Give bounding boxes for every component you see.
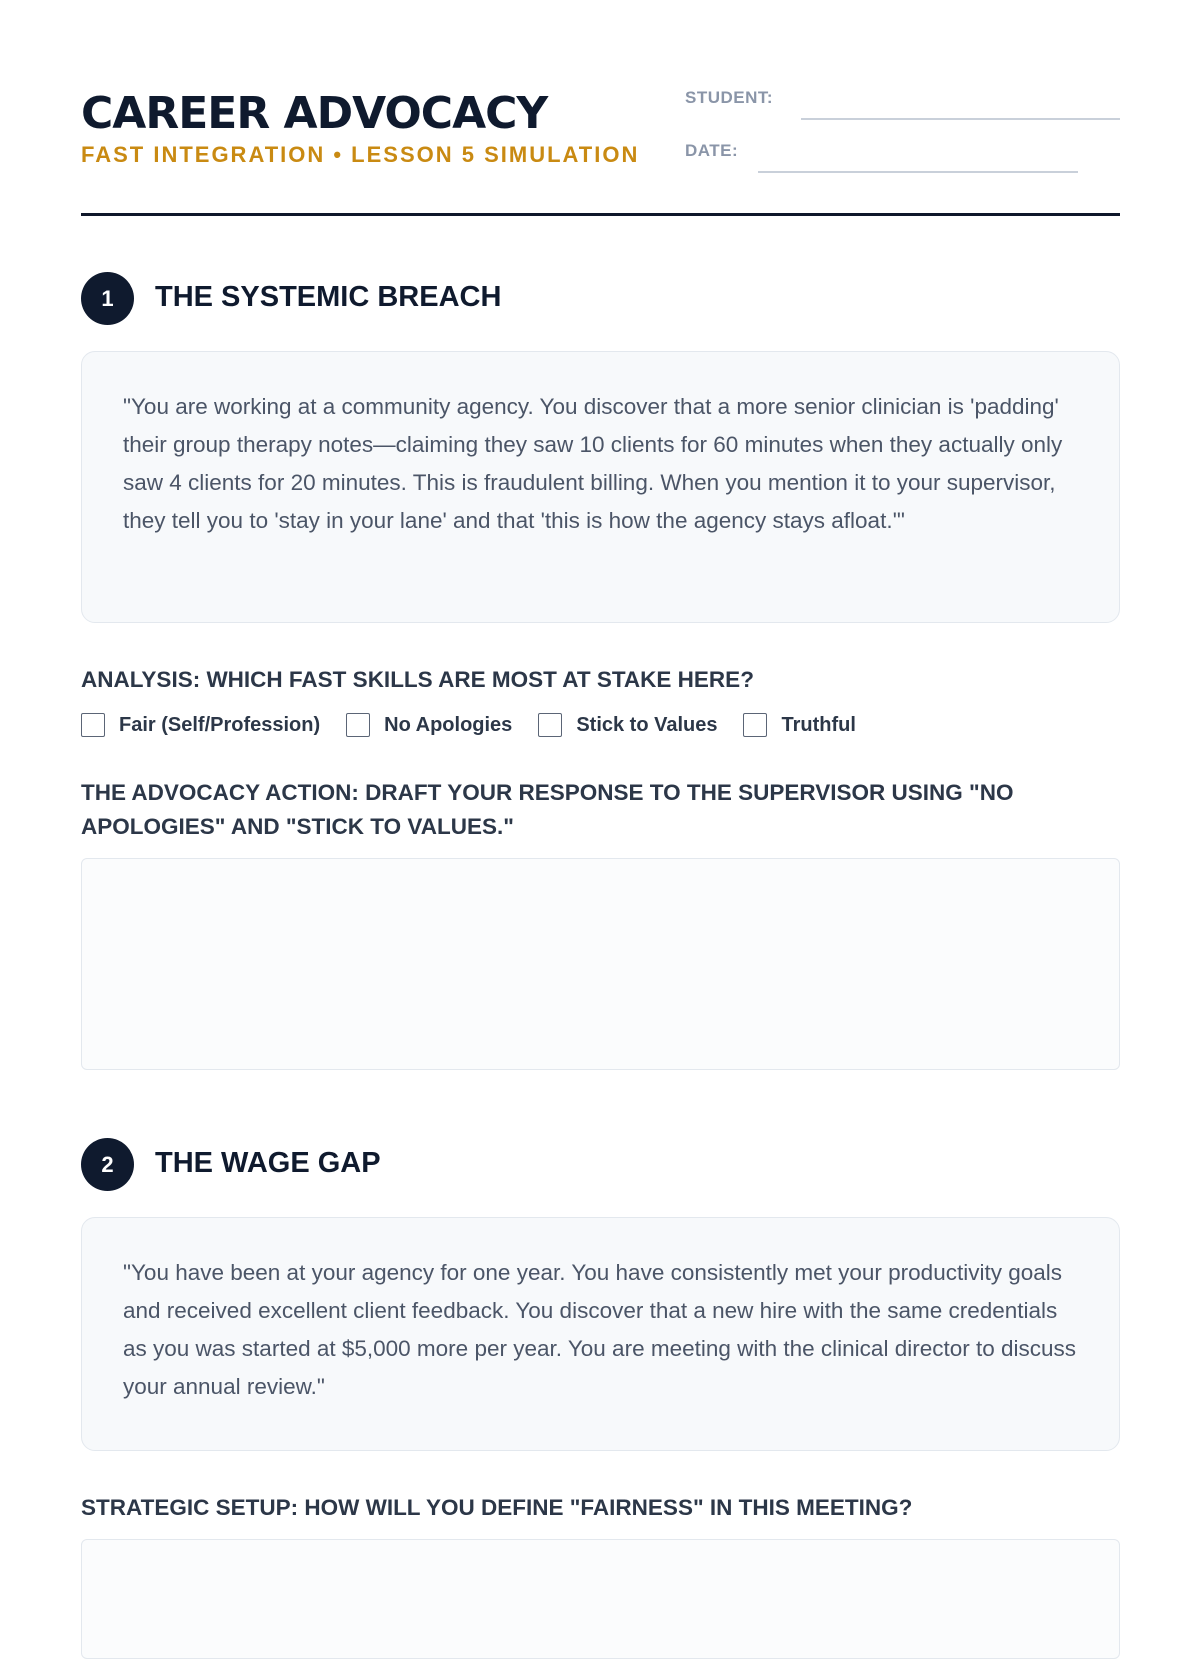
option-label: Stick to Values [576, 713, 718, 736]
date-label: DATE: [685, 141, 739, 160]
option-label: Truthful [781, 713, 856, 736]
option-label: Fair (Self/Profession) [119, 713, 321, 736]
section-title: THE WAGE GAP [155, 1147, 381, 1179]
section-number-badge: 2 [81, 1138, 134, 1191]
fast-skills-checklist [81, 710, 882, 740]
advocacy-action-question: THE ADVOCACY ACTION: DRAFT YOUR RESPONSE TO THE SUPERVISOR USING "NO APOLOGIES" AND "STICK TO VALUES." [81, 780, 1014, 839]
option-no-apologies[interactable] [346, 713, 512, 737]
option-fair[interactable] [81, 713, 320, 737]
page-title: CAREER ADVOCACY [81, 88, 548, 139]
section-title: THE SYSTEMIC BREACH [155, 281, 502, 313]
section-1-heading [81, 272, 681, 326]
section-number-badge: 1 [81, 272, 134, 325]
option-label: No Apologies [384, 713, 513, 736]
date-line[interactable] [758, 171, 1078, 173]
page-subtitle: FAST INTEGRATION • LESSON 5 SIMULATION [81, 142, 640, 167]
strategic-setup-question: STRATEGIC SETUP: HOW WILL YOU DEFINE "FAIRNESS" IN THIS MEETING? [81, 1495, 913, 1520]
scenario-text: "You have been at your agency for one year. You have consistently met your productivity goals and received excellent client feedback. You discover that a new hire with the same credentials as you was started at $5,000 more per year. You are meeting with the clinical director to discuss your annual review." [123, 1260, 1077, 1399]
option-truthful[interactable] [743, 713, 855, 737]
scenario-card [81, 1217, 1120, 1451]
header-divider [81, 213, 1120, 216]
checkbox[interactable] [81, 713, 105, 737]
advocacy-response-box[interactable] [81, 858, 1120, 1070]
checkbox[interactable] [743, 713, 767, 737]
fairness-response-box[interactable] [81, 1539, 1120, 1659]
scenario-card [81, 351, 1120, 623]
analysis-question: ANALYSIS: WHICH FAST SKILLS ARE MOST AT STAKE HERE? [81, 667, 754, 692]
option-stick-to-values[interactable] [538, 713, 717, 737]
student-label: STUDENT: [685, 88, 774, 107]
checkbox[interactable] [346, 713, 370, 737]
section-2-heading [81, 1138, 681, 1192]
student-name-line[interactable] [801, 118, 1120, 120]
scenario-text: "You are working at a community agency. You discover that a more senior clinician is 'padding' their group therapy notes—claiming they saw 10 clients for 60 minutes when they actually only saw 4 clients for 20 minutes. This is fraudulent billing. When you mention it to your supervisor, they tell you to 'stay in your lane' and that 'this is how the agency stays afloat.'" [123, 394, 1063, 533]
worksheet-header [81, 60, 1120, 216]
checkbox[interactable] [538, 713, 562, 737]
